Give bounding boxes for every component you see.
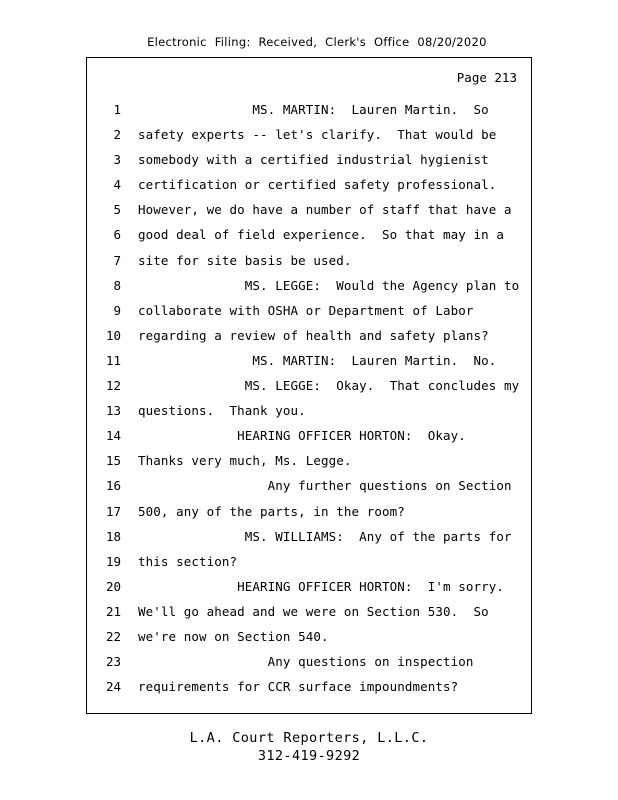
- page-footer: [0, 730, 618, 764]
- line-text: collaborate with OSHA or Department of Labor: [138, 302, 474, 318]
- line-number: 11: [105, 352, 121, 368]
- transcript-line: [87, 98, 531, 123]
- reporting-firm-name: L.A. Court Reporters, L.L.C.: [189, 730, 429, 746]
- line-text: MS. LEGGE: Okay. That concludes my: [138, 378, 520, 394]
- line-number: 24: [105, 679, 121, 695]
- line-text: requirements for CCR surface impoundments?: [138, 679, 459, 695]
- transcript-line: [87, 625, 531, 650]
- line-text: site for site basis be used.: [138, 252, 352, 268]
- transcript-line: [87, 500, 531, 525]
- line-number: 4: [113, 177, 121, 193]
- transcript-line: [87, 424, 531, 449]
- line-number: 15: [105, 453, 121, 469]
- transcript-line: [87, 550, 531, 575]
- line-number: 5: [113, 202, 121, 218]
- line-text: certification or certified safety professional.: [138, 177, 497, 193]
- transcript-line: [87, 299, 531, 324]
- line-text: MS. LEGGE: Would the Agency plan to: [138, 277, 520, 293]
- line-text: 500, any of the parts, in the room?: [138, 503, 405, 519]
- line-number: 9: [113, 302, 121, 318]
- line-number: 20: [105, 578, 121, 594]
- line-number: 14: [105, 428, 121, 444]
- line-number: 19: [105, 553, 121, 569]
- line-number: 7: [113, 252, 121, 268]
- line-text: We'll go ahead and we were on Section 530. So: [138, 603, 489, 619]
- transcript-line: [87, 525, 531, 550]
- transcript-body-box: [86, 57, 532, 714]
- line-text: However, we do have a number of staff that have a: [138, 202, 512, 218]
- line-number: 6: [113, 227, 121, 243]
- line-text: MS. WILLIAMS: Any of the parts for: [138, 528, 512, 544]
- line-text: HEARING OFFICER HORTON: Okay.: [138, 428, 466, 444]
- line-number: 8: [113, 277, 121, 293]
- line-text: MS. MARTIN: Lauren Martin. So: [138, 102, 489, 117]
- transcript-line: [87, 249, 531, 274]
- transcript-line: [87, 198, 531, 223]
- line-text: Thanks very much, Ms. Legge.: [138, 453, 352, 469]
- line-text: Any further questions on Section: [138, 478, 512, 494]
- filing-stamp-line1: Electronic Filing: Received, Clerk's Office 08/20/2020: [147, 35, 487, 49]
- line-text: somebody with a certified industrial hygienist: [138, 152, 489, 168]
- transcript-line: [87, 123, 531, 148]
- line-number: 17: [105, 503, 121, 519]
- transcript-line: [87, 650, 531, 675]
- line-number: 10: [105, 327, 121, 343]
- line-text: Any questions on inspection: [138, 654, 474, 670]
- transcript-line: [87, 274, 531, 299]
- line-number: 18: [105, 528, 121, 544]
- transcript-lines: [87, 98, 531, 700]
- transcript-line: [87, 349, 531, 374]
- line-text: HEARING OFFICER HORTON: I'm sorry.: [138, 578, 505, 594]
- line-text: this section?: [138, 553, 238, 569]
- transcript-line: [87, 600, 531, 625]
- line-number: 22: [105, 628, 121, 644]
- line-text: safety experts -- let's clarify. That would be: [138, 127, 497, 143]
- transcript-line: [87, 449, 531, 474]
- transcript-line: [87, 399, 531, 424]
- transcript-line: [87, 374, 531, 399]
- line-text: regarding a review of health and safety plans?: [138, 327, 489, 343]
- line-number: 21: [105, 603, 121, 619]
- transcript-line: [87, 675, 531, 700]
- transcript-line: [87, 173, 531, 198]
- page-number-label: Page 213: [456, 70, 517, 85]
- transcript-line: [87, 223, 531, 248]
- line-number: 12: [105, 378, 121, 394]
- line-text: questions. Thank you.: [138, 403, 306, 419]
- line-text: good deal of field experience. So that may in a: [138, 227, 505, 243]
- line-text: MS. MARTIN: Lauren Martin. No.: [138, 352, 497, 368]
- line-number: 16: [105, 478, 121, 494]
- transcript-line: [87, 148, 531, 173]
- transcript-line: [87, 324, 531, 349]
- line-number: 13: [105, 403, 121, 419]
- line-number: 23: [105, 654, 121, 670]
- line-number: 3: [113, 152, 121, 168]
- line-number: 1: [113, 102, 121, 117]
- reporting-firm-phone: 312-419-9292: [257, 748, 361, 764]
- line-number: 2: [113, 127, 121, 143]
- transcript-line: [87, 575, 531, 600]
- transcript-line: [87, 474, 531, 499]
- line-text: we're now on Section 540.: [138, 628, 329, 644]
